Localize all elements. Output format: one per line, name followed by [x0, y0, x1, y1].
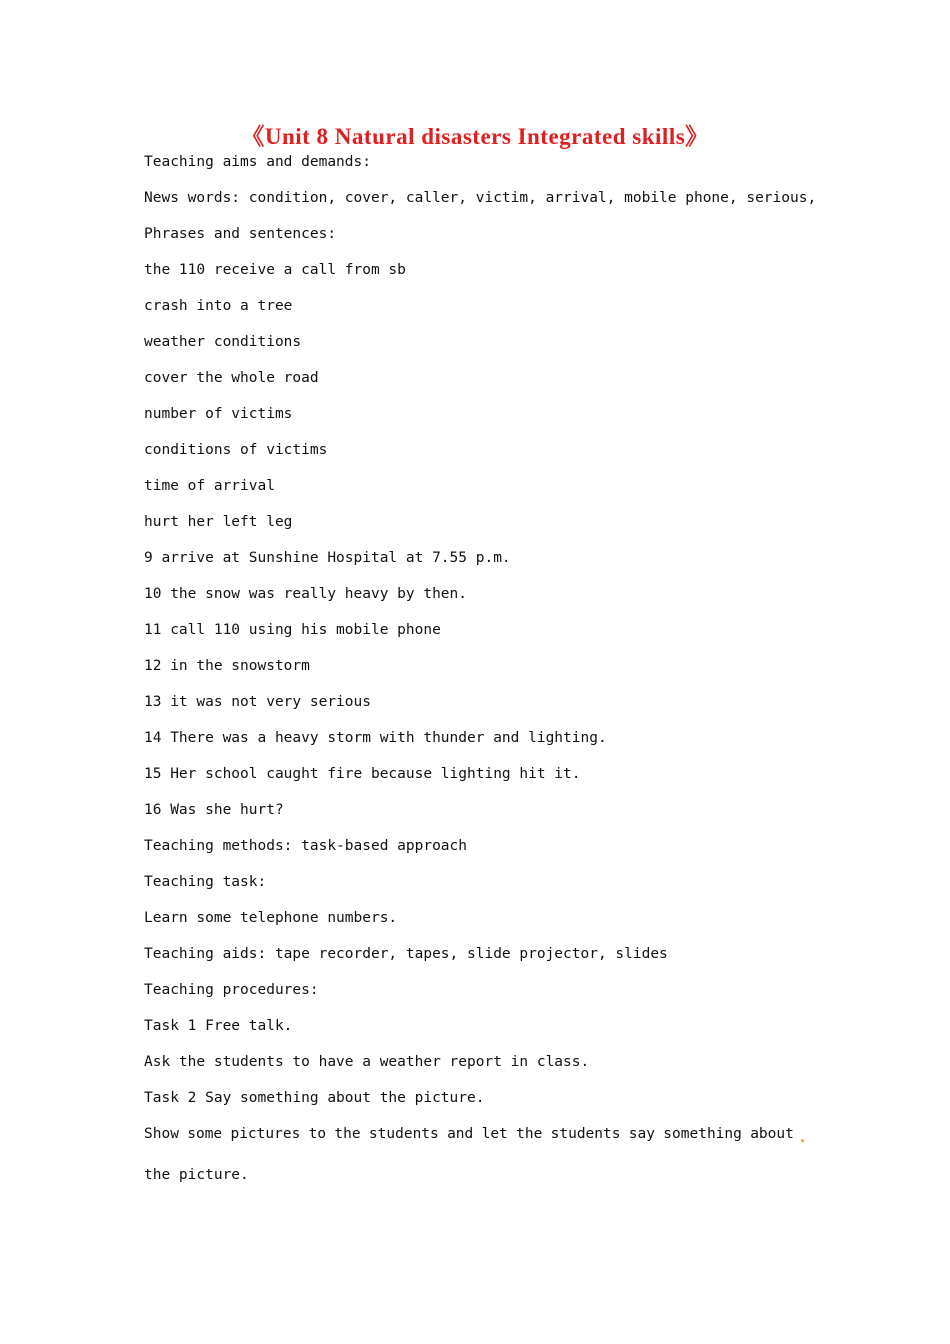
text-line: Teaching task: — [144, 874, 267, 890]
justified-word: something — [663, 1126, 742, 1142]
text-line: Task 1 Free talk. — [144, 1018, 293, 1034]
justified-word: students — [368, 1126, 439, 1142]
text-line: crash into a tree — [144, 298, 293, 314]
text-line: 14 There was a heavy storm with thunder and lighting. — [144, 730, 607, 746]
text-line: 10 the snow was really heavy by then. — [144, 586, 468, 602]
justified-word: Show — [144, 1126, 179, 1142]
text-line: weather conditions — [144, 334, 302, 350]
text-line: 12 in the snowstorm — [144, 658, 310, 674]
justified-word: and — [447, 1126, 474, 1142]
text-line: Learn some telephone numbers. — [144, 910, 398, 926]
justified-text-line — [144, 1122, 824, 1158]
text-line: 16 Was she hurt? — [144, 802, 284, 818]
accent-dot: . — [797, 1126, 808, 1147]
text-line: Ask the students to have a weather report in class. — [144, 1054, 590, 1070]
justified-word: let — [481, 1126, 508, 1142]
text-line: cover the whole road — [144, 370, 319, 386]
justified-word: say — [628, 1126, 655, 1142]
text-line: hurt her left leg — [144, 514, 293, 530]
text-line: Teaching methods: task-based approach — [144, 838, 468, 854]
justified-word: students — [550, 1126, 621, 1142]
text-line: 11 call 110 using his mobile phone — [144, 622, 441, 638]
justified-word: the — [516, 1126, 543, 1142]
text-line: Phrases and sentences: — [144, 226, 337, 242]
text-line: the 110 receive a call from sb — [144, 262, 406, 278]
text-line: conditions of victims — [144, 442, 328, 458]
text-line: Teaching aids: tape recorder, tapes, slide projector, slides — [144, 946, 668, 962]
text-line: the picture. — [144, 1167, 249, 1183]
text-line: 15 Her school caught fire because lighting hit it. — [144, 766, 581, 782]
justified-word: about — [750, 1126, 794, 1142]
justified-word: to — [308, 1126, 327, 1142]
text-line: Teaching procedures: — [144, 982, 319, 998]
document-body — [144, 150, 824, 1199]
justified-word: pictures — [230, 1126, 301, 1142]
text-line: News words: condition, cover, caller, victim, arrival, mobile phone, serious, — [144, 190, 817, 206]
text-line: Teaching aims and demands: — [144, 154, 371, 170]
text-line: number of victims — [144, 406, 293, 422]
text-line: time of arrival — [144, 478, 275, 494]
document-title: 《Unit 8 Natural disasters Integrated skills》 — [241, 124, 709, 149]
justified-word: the — [334, 1126, 361, 1142]
justified-words — [144, 1122, 794, 1146]
text-line: 13 it was not very serious — [144, 694, 371, 710]
text-line: 9 arrive at Sunshine Hospital at 7.55 p.m. — [144, 550, 511, 566]
justified-word: some — [187, 1126, 223, 1142]
text-line: Task 2 Say something about the picture. — [144, 1090, 485, 1106]
